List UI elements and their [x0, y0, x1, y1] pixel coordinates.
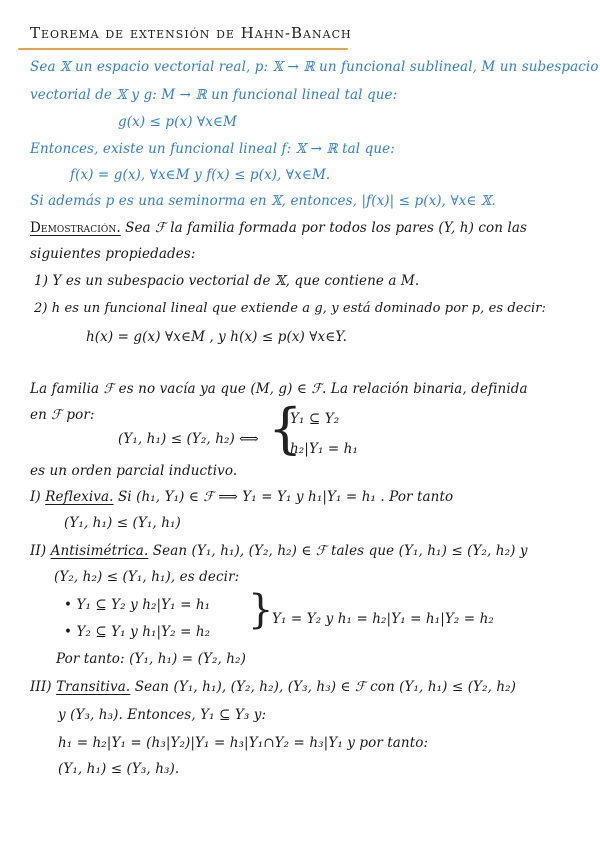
- antisymmetric-conclusion: Y₁ = Y₂ y h₁ = h₂|Y₁ = h₁|Y₂ = h₂: [272, 611, 494, 627]
- property-2: 2) h es un funcional lineal que extiende a g, y está dominado por p, es decir:: [34, 301, 547, 316]
- relation-cond-1: Y₁ ⊆ Y₂: [290, 411, 340, 427]
- transitive-name: Transitiva.: [56, 679, 131, 695]
- antisymmetric-end: Por tanto: (Y₁, h₁) = (Y₂, h₂): [56, 651, 246, 667]
- statement-line-5: f(x) = g(x), ∀x∈M y f(x) ≤ p(x), ∀x∈M.: [70, 167, 331, 183]
- antisymmetric-line-2: (Y₂, h₂) ≤ (Y₁, h₁), es decir:: [54, 569, 240, 585]
- reflexive-text: Si (h₁, Y₁) ∈ ℱ ⟹ Y₁ = Y₁ y h₁|Y₁ = h₁ . Por tanto: [113, 489, 454, 505]
- transitive-line-1: [30, 678, 580, 696]
- statement-line-1: Sea 𝕏 un espacio vectorial real, p: 𝕏 → ℝ un funcional sublineal, M un subespacio: [30, 59, 599, 75]
- reflexive-name: Reflexiva.: [45, 489, 114, 505]
- transitive-label: III): [30, 679, 57, 695]
- proof-intro: Sea ℱ la familia formada por todos los pares (Y, h) con las: [120, 220, 528, 236]
- relation-left: (Y₁, h₁) ≤ (Y₂, h₂) ⟺: [118, 431, 259, 447]
- family-line-1: La familia ℱ es no vacía ya que (M, g) ∈ ℱ. La relación binaria, definida: [30, 381, 528, 397]
- reflexive-line-1: [30, 488, 580, 506]
- reflexive-line-2: (Y₁, h₁) ≤ (Y₁, h₁): [64, 515, 181, 531]
- proof-line-2: siguientes propiedades:: [30, 246, 196, 262]
- transitive-text: Sean (Y₁, h₁), (Y₂, h₂), (Y₃, h₃) ∈ ℱ con (Y₁, h₁) ≤ (Y₂, h₂): [130, 679, 517, 695]
- antisymmetric-text: Sean (Y₁, h₁), (Y₂, h₂) ∈ ℱ tales que (Y₁, h₁) ≤ (Y₂, h₂) y: [148, 543, 528, 559]
- title-underline: [18, 48, 348, 50]
- relation-brace: {: [268, 397, 303, 460]
- property-1: 1) Y es un subespacio vectorial de 𝕏, que contiene a M.: [34, 273, 420, 289]
- antisymmetric-name: Antisimétrica.: [50, 543, 149, 559]
- antisymmetric-bullet-2: • Y₂ ⊆ Y₁ y h₁|Y₂ = h₂: [64, 624, 211, 640]
- transitive-line-4: (Y₁, h₁) ≤ (Y₃, h₃).: [58, 761, 180, 777]
- family-line-2: en ℱ por:: [30, 407, 95, 423]
- antisymmetric-bullet-1: • Y₁ ⊆ Y₂ y h₂|Y₁ = h₁: [64, 597, 211, 613]
- antisymmetric-label: II): [30, 543, 51, 559]
- page-title: Teorema de extensión de Hahn-Banach: [30, 24, 352, 42]
- proof-line-1: [30, 219, 580, 237]
- transitive-line-2: y (Y₃, h₃). Entonces, Y₁ ⊆ Y₃ y:: [58, 707, 267, 723]
- statement-line-6: Si además p es una seminorma en 𝕏, entonces, |f(x)| ≤ p(x), ∀x∈ 𝕏.: [30, 193, 496, 209]
- statement-line-2: vectorial de 𝕏 y g: M → ℝ un funcional lineal tal que:: [30, 87, 398, 103]
- relation-cond-2: h₂|Y₁ = h₁: [290, 441, 358, 457]
- antisymmetric-line-1: [30, 542, 580, 560]
- antisymmetric-brace: }: [248, 587, 274, 633]
- reflexive-label: I): [30, 489, 46, 505]
- statement-line-3: g(x) ≤ p(x) ∀x∈M: [118, 114, 237, 130]
- statement-line-4: Entonces, existe un funcional lineal f: 𝕏 → ℝ tal que:: [30, 141, 395, 157]
- family-line-3: es un orden parcial inductivo.: [30, 463, 238, 479]
- proof-label: Demostración.: [30, 220, 121, 236]
- transitive-line-3: h₁ = h₂|Y₁ = (h₃|Y₂)|Y₁ = h₃|Y₁∩Y₂ = h₃|Y₁ y por tanto:: [58, 735, 429, 751]
- property-2-formula: h(x) = g(x) ∀x∈M , y h(x) ≤ p(x) ∀x∈Y.: [86, 329, 348, 345]
